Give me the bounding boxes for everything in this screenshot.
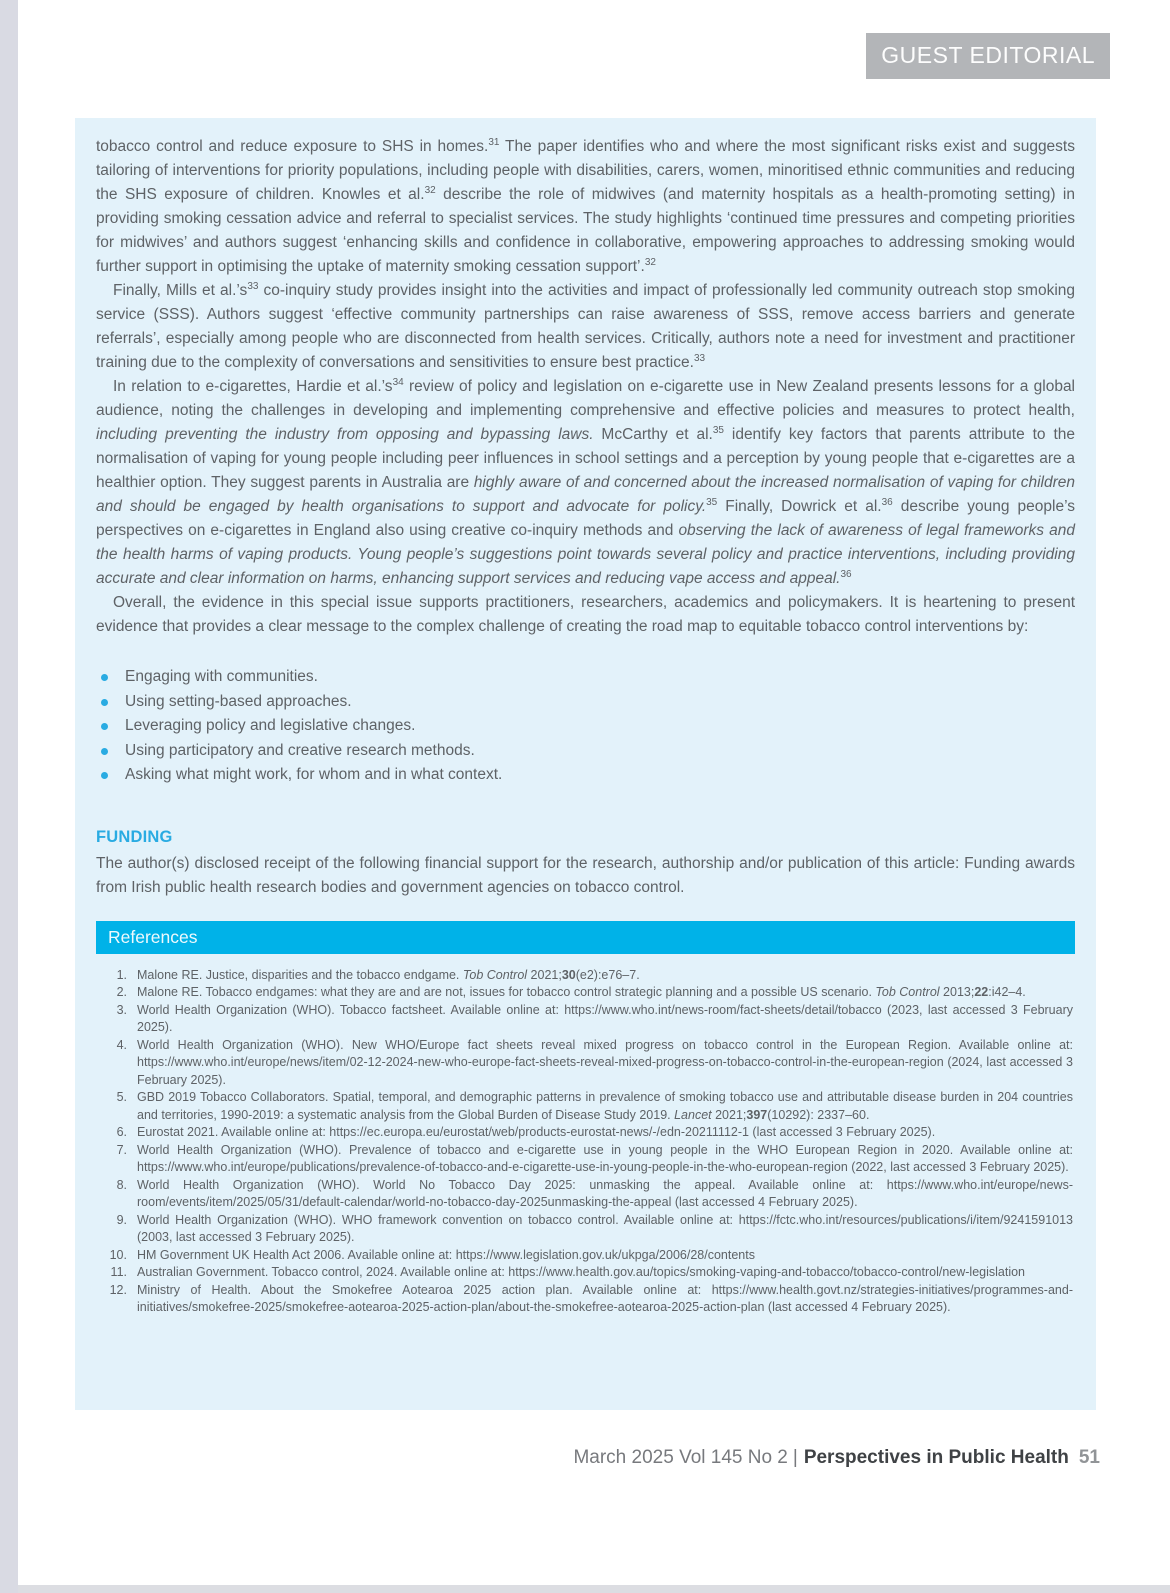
references-header: References [108,926,198,947]
reference-number: 5. [116,1090,127,1104]
body-paragraph: Finally, Mills et $al.’s^{33}$ co-inquiry study provides insight into the activities and impact of professionally led community outreach stop smoking service (SSS). Authors suggest ‘effective community partnerships can raise awareness of SSS, remove access barriers and generate referrals’, especially among people who are disconnected from health services. Critically, authors note a need for investment and practitioner training due to the complexity of conversations and sensitivities to ensure best practice.$^{33}$ [96,280,1076,371]
reference-number: 8. [116,1177,127,1192]
funding-heading: FUNDING [96,827,173,846]
footer-issue: March 2025 Vol 145 No 2 [573,1447,788,1468]
reference-number: 7. [116,1142,127,1157]
reference-number: 9. [116,1212,127,1227]
bullet-icon [101,748,108,755]
reference-text: World Health Organization (WHO). World No Tobacco Day 2025: unmasking the appeal. Available online at: https://www.who.int/europe/news-room/events/item/2025/05/31/default-calendar/world-no-tobacco-day-2025unmasking-the-appeal (last accessed 4 February 2025). [137,1177,1073,1209]
funding-section [96,828,1075,900]
bullet-item [96,714,1075,739]
reference-item [96,1124,1073,1142]
reference-number: 1. [116,967,127,982]
reference-number: 11. [110,1265,127,1279]
reference-number: 10. [109,1247,127,1262]
bullet-text: Using setting-based approaches. [125,692,352,710]
body-paragraph: tobacco control and reduce exposure to SHS in homes.$^{31}$ The paper identifies who and where the most significant risks exist and suggests tailoring of interventions for priority populations, including people with disabilities, carers, women, minoritised ethnic communities and reducing the SHS exposure of children. Knowles et al.$^{32}$ describe the role of midwives (and maternity hospitals as a health-promoting setting) in providing smoking cessation advice and referral to specialist services. The study highlights ‘continued time pressures and competing priorities for midwives’ and authors suggest ‘enhancing skills and confidence in collaborative, empowering approaches to addressing smoking would further support in optimising the uptake of maternity smoking cessation support’.$^{32}$ [96,136,1075,275]
footer-separator: | [792,1447,798,1468]
references-list [96,954,1075,1317]
footer-page-number: 51 [1078,1447,1100,1468]
page-footer [573,1447,1100,1469]
bullet-icon [101,674,108,681]
bullet-icon [101,699,108,706]
bullet-text: Asking what might work, for whom and in what context. [125,766,503,783]
bullet-item [96,690,1075,715]
references-header-bar [96,921,1075,954]
reference-number: 4. [116,1037,127,1052]
bullet-icon [101,723,108,730]
article-panel [75,118,1096,1410]
reference-item [96,1037,1073,1090]
body-paragraph: In relation to e-cigarettes, Hardie et $al.’s^{34}$ review of policy and legislation on e-cigarette use in New Zealand presents lessons for a global audience, noting the challenges in developing and implementing comprehensive and effective policies and measures to protect health, including preventing the industry from opposing and bypassing laws. McCarthy et al.$^{35}$ identify key factors that parents attribute to the normalisation of vaping for young people including peer influences in school settings and a perception by young people that e-cigarettes are a healthier option. They suggest parents in Australia are highly aware of and concerned about the increased normalisation of vaping for children and should be engaged by health organisations to support and advocate for policy.$^{35}$ Finally, Dowrick et al.$^{36}$ describe young people’s perspectives on e-cigarettes in England also using creative co-inquiry methods and observing the lack of awareness of legal frameworks and the health harms of vaping products. Young people’s suggestions point towards several policy and practice interventions, including providing accurate and clear information on harms, enhancing support services and reducing vape access and appeal.$^{36}$ [96,376,1076,587]
reference-item [96,1264,1073,1282]
bullet-list [96,665,1075,788]
reference-item [96,1212,1073,1247]
body-paragraph: Overall, the evidence in this special issue supports practitioners, researchers, academics and policymakers. It is heartening to present evidence that provides a clear message to the complex challenge of creating the road map to equitable tobacco control interventions by: [96,594,1075,635]
references-section [96,921,1075,1317]
bullet-item [96,739,1075,764]
reference-text: World Health Organization (WHO). New WHO/Europe fact sheets reveal mixed progress on tobacco control in the European Region. Available online at: https://www.who.int/europe/news/item/02-12-2024-new-who-europe-fact-sheets-reveal-mixed-progress-on-tobacco-control-in-the-european-region (2024, last accessed 3 February 2025). [137,1037,1073,1087]
bullet-text: Engaging with communities. [125,668,318,685]
funding-text: The author(s) disclosed receipt of the following financial support for the research, authorship and/or publication of this article: Funding awards from Irish public health research bodies and government agencies on tobacco control. [96,854,1075,896]
reference-item [96,1089,1073,1124]
reference-item [96,1177,1073,1212]
reference-item [96,1002,1073,1037]
reference-item [96,1247,1073,1265]
bullet-text: Leveraging policy and legislative changes. [125,717,416,734]
reference-item [96,1142,1073,1177]
bullet-item [96,763,1075,788]
bullet-item [96,665,1075,690]
reference-number: 6. [116,1125,127,1139]
reference-text: Malone RE. Justice, disparities and the tobacco endgame. Tob Control 2021;30(e2):e76–7. [137,967,640,982]
reference-number: 3. [116,1002,127,1017]
reference-item [96,984,1073,1002]
reference-number: 12. [109,1282,127,1297]
reference-text: GBD 2019 Tobacco Collaborators. Spatial, temporal, and demographic patterns in prevalence of smoking tobacco use and attributable disease burden in 204 countries and territories, 1990-2019: a systematic analysis from the Global Burden of Disease Study 2019. Lancet 2021;397(10292): 2337–60. [137,1090,1073,1122]
reference-text: HM Government UK Health Act 2006. Available online at: https://www.legislation.gov.uk/ukpga/2006/28/contents [137,1247,755,1262]
reference-text: Eurostat 2021. Available online at: https://ec.europa.eu/eurostat/web/products-eurostat-news/-/edn-20211112-1 (last accessed 3 February 2025). [137,1125,936,1139]
footer-journal-name: Perspectives in Public Health [803,1447,1069,1468]
bullet-text: Using participatory and creative research methods. [125,741,475,759]
reference-text: Ministry of Health. About the Smokefree Aotearoa 2025 action plan. Available online at: https://www.health.govt.nz/strategies-initiatives/programmes-and-initiatives/smokefree-2025/smokefree-aotearoa-2025-action-plan/about-the-smokefree-aotearoa-2025-action-plan (last accessed 4 February 2025). [137,1282,1073,1314]
page-left-edge [0,0,18,1593]
reference-text: World Health Organization (WHO). Prevalence of tobacco and e-cigarette use in young people in the WHO European Region in 2020. Available online at: https://www.who.int/europe/publications/prevalence-of-tobacco-and-e-cigarette-use-in-young-people-in-the-who-european-region (2022, last accessed 3 February 2025). [137,1142,1073,1174]
bullet-icon [101,772,108,779]
reference-item [96,967,1073,985]
reference-item [96,1282,1073,1317]
reference-text: Malone RE. Tobacco endgames: what they are and are not, issues for tobacco control strategic planning and a possible US scenario. Tob Control 2013;22:i42–4. [137,985,1026,999]
reference-text: World Health Organization (WHO). Tobacco factsheet. Available online at: https://www.who.int/news-room/fact-sheets/detail/tobacco (2023, last accessed 3 February 2025). [137,1002,1073,1034]
page-bottom-edge [18,1585,1170,1593]
section-badge: GUEST EDITORIAL [866,33,1110,79]
article-paragraphs [96,135,1075,639]
reference-number: 2. [116,985,127,999]
reference-text: Australian Government. Tobacco control, 2024. Available online at: https://www.health.gov.au/topics/smoking-vaping-and-tobacco/tobacco-control/new-legislation [137,1265,1026,1279]
reference-text: World Health Organization (WHO). WHO framework convention on tobacco control. Available online at: https://fctc.who.int/resources/publications/i/item/9241591013 (2003, last accessed 3 February 2025). [137,1212,1073,1244]
